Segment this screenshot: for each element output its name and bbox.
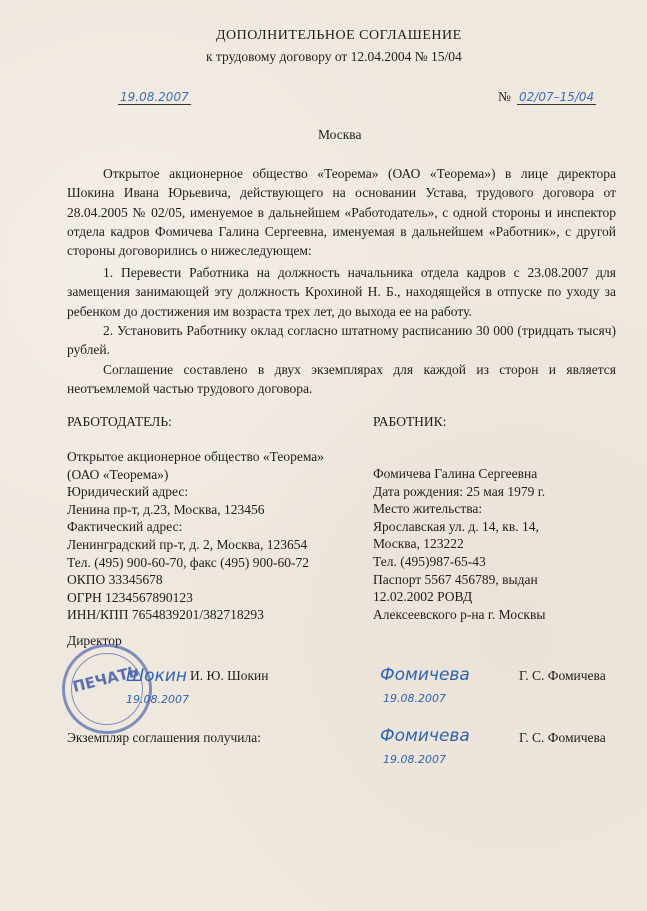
employee-details <box>373 465 545 623</box>
document-number: 02/07–15/04 <box>519 90 595 104</box>
employer-line: Открытое акционерное общество «Теорема» <box>67 449 325 464</box>
employer-line: ОГРН 1234567890123 <box>67 589 193 605</box>
employee-line: Фомичева Галина Сергеевна <box>373 466 538 481</box>
director-signature: Шокин <box>126 666 188 686</box>
received-signature-date: 19.08.2007 <box>383 753 446 766</box>
employer-line: Ленинградский пр-т, д. 2, Москва, 123654 <box>67 536 308 552</box>
paragraph-clause-2: 2. Установить Работнику оклад согласно штатному расписанию 30 000 (тридцать тысяч) рублей. <box>67 323 616 358</box>
director-label: Директор <box>67 633 122 648</box>
employee-line: Москва, 123222 <box>373 536 464 552</box>
number-label: № <box>498 89 511 104</box>
employer-line: Тел. (495) 900-60-70, факс (495) 900-60-72 <box>67 554 310 570</box>
employer-line: ИНН/КПП 7654839201/382718293 <box>67 607 264 623</box>
employee-line: 12.02.2002 РОВД <box>373 589 473 605</box>
paragraph-parties: Открытое акционерное общество «Теорема» (ОАО «Теорема») в лице директора Шокина Ивана Юрьевича, действующего на основании Устава, трудового договора от 28.04.2005 № 02/05, именуемое в дальнейшем «Работодатель», с одной стороны и инспектор отдела кадров Фомичева Галина Сергеевна, именуемая в дальнейшем «Работник», с другой стороны договорились о нижеследующем: <box>67 166 616 259</box>
employee-line: Тел. (495)987-65-43 <box>373 553 486 569</box>
document-date: 19.08.2007 <box>120 90 189 104</box>
employer-line: ОКПО 33345678 <box>67 572 163 588</box>
employee-heading: РАБОТНИК: <box>373 414 447 429</box>
employee-line: Место жительства: <box>373 501 483 517</box>
employee-line: Ярославская ул. д. 14, кв. 14, <box>373 518 539 534</box>
stamp-text: ПЕЧАТЬ <box>70 662 142 696</box>
employer-line: (ОАО «Теорема») <box>67 466 169 482</box>
director-signature-date: 19.08.2007 <box>126 693 189 706</box>
employer-line: Ленина пр-т, д.23, Москва, 123456 <box>67 501 265 517</box>
employee-line: Паспорт 5567 456789, выдан <box>373 571 538 587</box>
paragraph-clause-1: 1. Перевести Работника на должность начальника отдела кадров с 23.08.2007 для замещения занимающей эту должность Крохиной Н. Б., находящейся в отпуске по уходу за ребенком до достижения им возраста трех лет, до выхода ее на работу. <box>67 265 616 319</box>
employer-details <box>67 448 324 624</box>
employee-name: Г. С. Фомичева <box>519 668 606 683</box>
paragraph-final: Соглашение составлено в двух экземплярах для каждой из сторон и является неотъемлемой частью трудового договора. <box>67 362 616 397</box>
document-city: Москва <box>318 127 362 142</box>
employee-line: Алексеевского р-на г. Москвы <box>373 606 546 622</box>
document-title: ДОПОЛНИТЕЛЬНОЕ СОГЛАШЕНИЕ <box>216 28 462 43</box>
director-name: И. Ю. Шокин <box>190 668 269 683</box>
received-signature: Фомичева <box>380 726 470 746</box>
employee-line: Дата рождения: 25 мая 1979 г. <box>373 483 546 499</box>
document-subtitle: к трудовому договору от 12.04.2004 № 15/04 <box>206 49 462 64</box>
employer-heading: РАБОТОДАТЕЛЬ: <box>67 414 172 429</box>
employee-signature: Фомичева <box>380 665 470 685</box>
employer-line: Фактический адрес: <box>67 519 183 535</box>
employer-line: Юридический адрес: <box>67 484 189 500</box>
received-label: Экземпляр соглашения получила: <box>67 730 261 745</box>
employee-signature-date: 19.08.2007 <box>383 692 446 705</box>
received-name: Г. С. Фомичева <box>519 730 606 745</box>
